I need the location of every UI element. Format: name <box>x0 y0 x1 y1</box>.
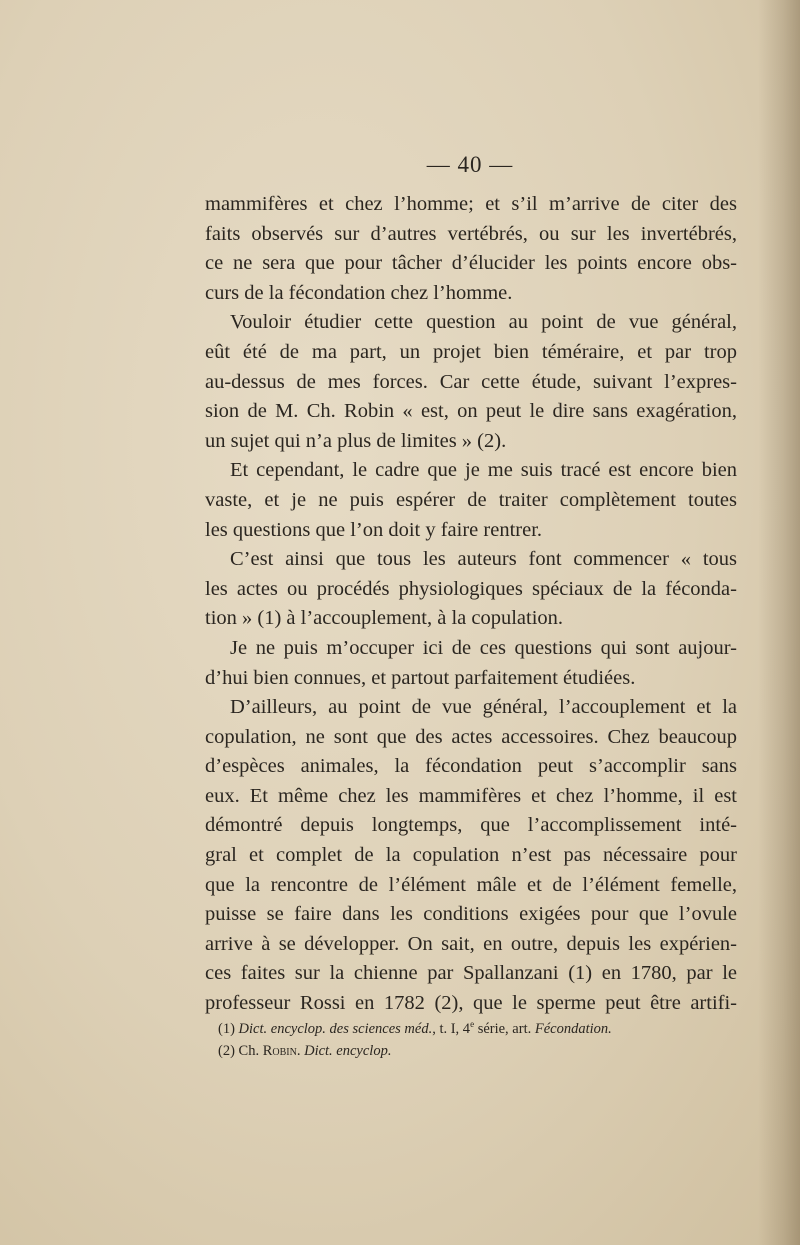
text-line: copulation, ne sont que des actes accessoires. Chez beaucoup <box>205 725 737 748</box>
text-line: D’ailleurs, au point de vue général, l’accouplement et la <box>230 696 737 719</box>
text-line: eux. Et même chez les mammifères et chez l’homme, il est <box>205 784 737 807</box>
text-line: ces faites sur la chienne par Spallanzani (1) en 1780, par le <box>205 962 737 985</box>
footnote-superscript: e <box>470 1019 475 1030</box>
text-line: les actes ou procédés physiologiques spéciaux de la féconda- <box>205 577 737 600</box>
footnote-series: série, art. <box>474 1021 535 1037</box>
text-line: faits observés sur d’autres vertébrés, ou sur les invertébrés, <box>205 222 737 245</box>
footnote-punct: . <box>296 1043 305 1059</box>
text-line: d’espèces animales, la fécondation peut s’accomplir sans <box>205 755 737 778</box>
text-line: vaste, et je ne puis espérer de traiter complètement toutes <box>205 488 737 511</box>
footnote-prefix: Ch. <box>238 1043 263 1059</box>
text-line: sion de M. Ch. Robin « est, on peut le dire sans exagération, <box>205 400 737 423</box>
footnote-reference: Dict. encyclop. <box>304 1043 392 1059</box>
body-text <box>205 190 737 1019</box>
page-edge-shadow <box>758 0 800 1245</box>
text-line: un sujet qui n’a plus de limites » (2). <box>205 429 507 452</box>
page-number: — 40 — <box>426 152 514 177</box>
text-line: démontré depuis longtemps, que l’accomplissement inté- <box>205 814 737 837</box>
text-line: au-dessus de mes forces. Car cette étude, suivant l’expres- <box>205 370 737 393</box>
text-line: Vouloir étudier cette question au point de vue général, <box>230 311 737 334</box>
text-line: C’est ainsi que tous les auteurs font commencer « tous <box>230 548 737 571</box>
footnotes <box>218 1018 738 1062</box>
text-line: arrive à se développer. On sait, en outre, depuis les expérien- <box>205 932 737 955</box>
footnote-2 <box>218 1040 738 1062</box>
text-line: puisse se faire dans les conditions exigées pour que l’ovule <box>205 903 737 926</box>
text-line: curs de la fécondation chez l’homme. <box>205 281 513 304</box>
footnote-reference: Dict. encyclop. des sciences méd. <box>238 1021 433 1037</box>
text-line: eût été de ma part, un projet bien téméraire, et par trop <box>205 340 737 363</box>
text-line: tion » (1) à l’accouplement, à la copulation. <box>205 607 564 630</box>
footnote-article: Fécondation. <box>534 1021 612 1037</box>
text-line: gral et complet de la copulation n’est pas nécessaire pour <box>205 844 737 867</box>
text-line: professeur Rossi en 1782 (2), que le sperme peut être artifi- <box>205 992 737 1015</box>
text-line: ce ne sera que pour tâcher d’élucider les points encore obs- <box>205 252 737 275</box>
text-line: mammifères et chez l’homme; et s’il m’arrive de citer des <box>205 193 737 215</box>
text-line: que la rencontre de l’élément mâle et de l’élément femelle, <box>205 873 737 896</box>
text-line: les questions que l’on doit y faire rentrer. <box>205 518 543 541</box>
text-line: Et cependant, le cadre que je me suis tracé est encore bien <box>230 459 737 482</box>
text-line: Je ne puis m’occuper ici de ces questions qui sont aujour- <box>230 636 737 659</box>
footnote-volume: , t. I, 4 <box>432 1021 471 1037</box>
footnote-number: (1) <box>218 1021 235 1037</box>
footnote-number: (2) <box>218 1043 235 1059</box>
text-line: d’hui bien connues, et partout parfaitement étudiées. <box>205 666 636 689</box>
footnote-1 <box>218 1018 738 1040</box>
footnote-author: Robin <box>262 1043 297 1059</box>
